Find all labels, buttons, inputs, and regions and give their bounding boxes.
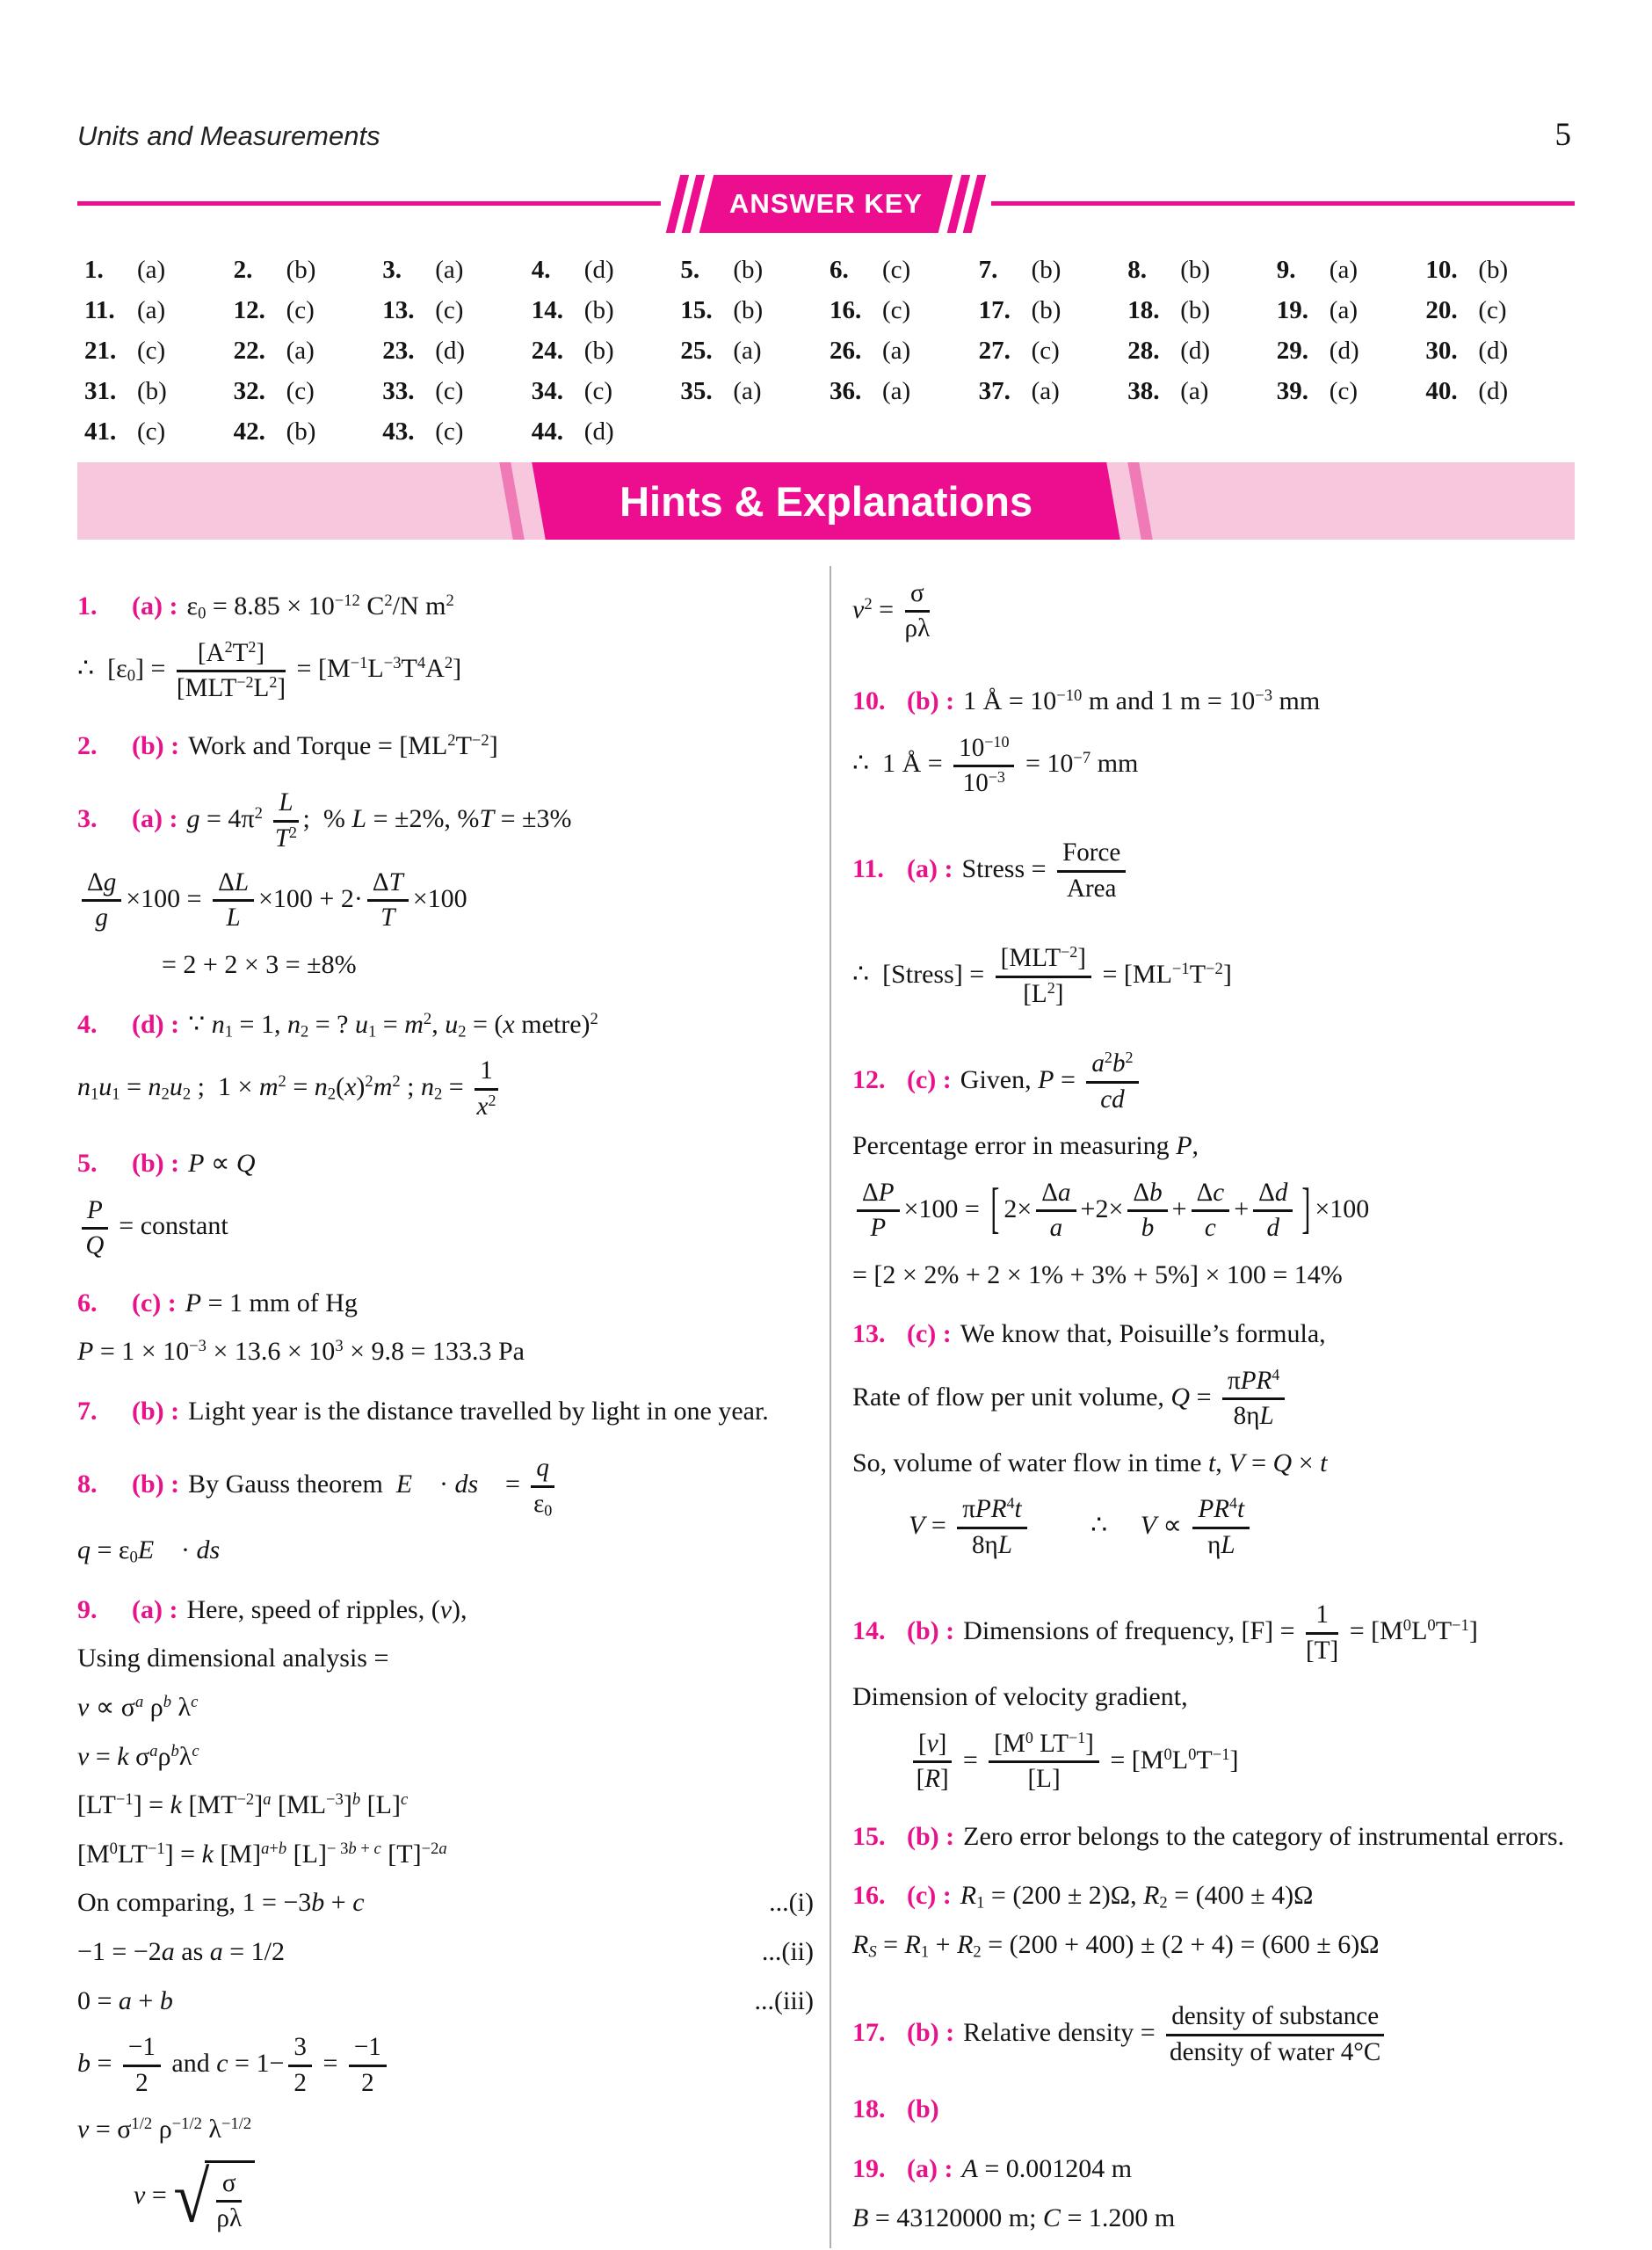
- hint-line: [77, 1934, 814, 1971]
- hint-text: $[LT^{-1}] = k$ $[MT^{-2}]^a$ $[ML^{-3}]^b$ $[L]^c$: [77, 1789, 409, 1820]
- answer-key-entry: [382, 256, 532, 285]
- answer-key-entry: [830, 337, 979, 366]
- hint-text: v = √ $\frac{\sigma}{\rho\lambda}$: [134, 2181, 255, 2210]
- answer-letter: (d): [1478, 377, 1509, 405]
- item-number: 6.: [77, 1288, 98, 1317]
- question-number: 27.: [978, 337, 1011, 365]
- item-number: 1.: [77, 592, 98, 621]
- item-number: 12.: [852, 1065, 886, 1095]
- answer-key-entry: [234, 337, 383, 366]
- answer-letter: (b): [583, 337, 614, 365]
- answer-letter: (c): [1329, 377, 1358, 405]
- page-number: 5: [1554, 117, 1571, 153]
- hint-text: $R_1 = (200 \pm 2)\Omega$, $R_2 = (400 \pm 4)\Omega$: [960, 1881, 1314, 1912]
- item-number: 3.: [77, 803, 98, 833]
- answer-key-entry: [532, 337, 681, 366]
- question-number: 28.: [1127, 337, 1160, 365]
- hint-text: Dimensions of frequency, [F] = $\frac{1}{[T]}$ = $[M^0L^0T^{-1}]$: [963, 1600, 1478, 1665]
- question-number: 36.: [830, 377, 862, 405]
- answer-key-entry: [1425, 337, 1575, 366]
- question-number: 8.: [1127, 256, 1147, 284]
- answer-key-entry: [979, 337, 1128, 366]
- hint-text: ∵ $n_1 = 1$, $n_2$ = ? $u_1 = m^2$, $u_2 = (x$ metre)$^2$: [188, 1009, 598, 1042]
- answer-key-entry: [382, 337, 532, 366]
- answer-letter: (d): [1329, 337, 1359, 365]
- question-number: 34.: [531, 377, 564, 405]
- hint-text: $R_S = R_1 + R_2 = (200 + 400) \pm (2 + 4) = (600 \pm 6)\Omega$: [852, 1929, 1380, 1962]
- item-number: 10.: [852, 686, 886, 715]
- hint-text: $\varepsilon_0 = 8.85 \times 10^{-12}$ $C^2/N$ $m^2$: [186, 591, 454, 623]
- hint-text: = 2 + 2 × 3 = ±8%: [162, 949, 357, 979]
- hint-line: [77, 2031, 814, 2100]
- hint-item: [852, 1316, 1575, 1354]
- question-number: 42.: [233, 417, 265, 446]
- question-number: 12.: [233, 296, 265, 324]
- hint-line: [852, 577, 1575, 646]
- answer-key-entry: [382, 417, 532, 446]
- hint-line: [77, 1640, 814, 1678]
- hint-item: [852, 683, 1575, 721]
- answer-letter: (a): [1329, 256, 1358, 284]
- question-number: 18.: [1127, 296, 1160, 324]
- hint-line: [77, 1983, 814, 2021]
- hint-text: $\frac{P}{Q}$ = constant: [77, 1211, 228, 1240]
- question-number: 20.: [1425, 296, 1458, 324]
- hint-line: [852, 1445, 1575, 1483]
- hint-line: [852, 1257, 1575, 1295]
- hint-text: Dimension of velocity gradient,: [852, 1682, 1188, 1712]
- hint-text: ∴ $[\varepsilon_0]$ = $[A^2T^2]$ $[MLT^{-2}L^2]$ = $[M^{-1}L^{-3}T^4A^2]$: [77, 637, 462, 703]
- answer-key-entry: [1127, 377, 1277, 406]
- question-number: 9.: [1276, 256, 1296, 284]
- answer-key-entry: [84, 296, 234, 325]
- hint-text: $q = \varepsilon_0E⃗$ · ds⃗: [77, 1535, 241, 1567]
- answer-letter: (c): [435, 417, 464, 446]
- question-number: 14.: [531, 296, 564, 324]
- hint-text: We know that, Poisuille’s formula,: [960, 1319, 1326, 1349]
- answer-key-entry: [1277, 296, 1426, 325]
- answer-key-entry: [532, 377, 681, 406]
- hint-line: [77, 1689, 814, 1727]
- answer-key-entry: [680, 256, 830, 285]
- item-number: 11.: [852, 854, 884, 884]
- answer-key-entry: [1277, 337, 1426, 366]
- hint-item: [852, 1877, 1575, 1915]
- item-number: 2.: [77, 730, 98, 760]
- item-answer-option: (b) :: [132, 1396, 180, 1426]
- item-number: 4.: [77, 1009, 98, 1039]
- answer-letter: (b): [1031, 296, 1061, 324]
- answer-letter: (c): [435, 377, 464, 405]
- answer-key-entry: [382, 377, 532, 406]
- hint-item: [77, 728, 814, 766]
- item-answer-option: (a) :: [907, 854, 953, 884]
- hint-line: [77, 637, 814, 706]
- answer-key-entry: [830, 377, 979, 406]
- answer-key-entry: [532, 256, 681, 285]
- question-number: 16.: [830, 296, 862, 324]
- hint-text: 1 Å = $10^{-10}$ m and 1 $m = 10^{-3}$ mm: [963, 686, 1321, 715]
- answer-letter: (a): [882, 337, 911, 365]
- answer-letter: (a): [137, 256, 166, 284]
- hint-item: [852, 837, 1575, 905]
- answer-letter: (b): [733, 256, 764, 284]
- item-number: 7.: [77, 1396, 98, 1426]
- answer-key-entry: [680, 337, 830, 366]
- answer-key-entry: [1277, 256, 1426, 285]
- equation-label: ...(iii): [754, 1985, 814, 2015]
- question-number: 38.: [1127, 377, 1160, 405]
- hint-text: Light year is the distance travelled by light in one year.: [188, 1396, 769, 1426]
- question-number: 15.: [680, 296, 713, 324]
- answer-key-entry: [234, 296, 383, 325]
- question-number: 22.: [233, 337, 265, 365]
- answer-letter: (b): [733, 296, 764, 324]
- question-number: 5.: [680, 256, 700, 284]
- question-number: 35.: [680, 377, 713, 405]
- question-number: 1.: [84, 256, 104, 284]
- hint-text: v = k $\sigma^a\rho^b\lambda^c$: [77, 1741, 199, 1771]
- hint-text: b = $\frac{-1}{2}$ and c = 1− $\frac{3}{2}$ = $\frac{-1}{2}$: [77, 2049, 391, 2078]
- answer-letter: (a): [733, 377, 762, 405]
- answer-letter: (b): [583, 296, 614, 324]
- item-number: 8.: [77, 1470, 98, 1499]
- answer-letter: (c): [286, 296, 315, 324]
- answer-key-banner: [77, 175, 1575, 233]
- hint-text: $v = \sigma^{1/2}$ $\rho^{-1/2}$ $\lambda^{-1/2}$: [77, 2114, 252, 2145]
- hint-text: So, volume of water flow in time t, V = Q × t: [852, 1448, 1328, 1477]
- answer-key-entry: [979, 256, 1128, 285]
- hint-text: ∴ 1 Å = $\frac{10^{-10}}{10^{-3}}$ = $10^{-7}$ mm: [852, 732, 1139, 797]
- answer-letter: (d): [583, 417, 614, 446]
- hint-line: [77, 1055, 814, 1123]
- item-answer-option: (b) :: [907, 1821, 955, 1851]
- answer-key-entry: [84, 256, 234, 285]
- answer-key-entry: [1425, 377, 1575, 406]
- hint-text: Given, P = $\frac{a^2b^2}{cd}$: [960, 1065, 1143, 1094]
- question-number: 19.: [1276, 296, 1309, 324]
- answer-letter: (c): [1478, 296, 1507, 324]
- hint-item: [852, 2000, 1575, 2069]
- answer-letter: (c): [286, 377, 315, 405]
- hint-item: [77, 1452, 814, 1521]
- hint-text: $v \propto \sigma^a$ $\rho^b$ $\lambda^c$: [77, 1692, 199, 1722]
- question-number: 11.: [84, 296, 115, 324]
- hint-text: B = 43120000 m; C = 1.200 m: [852, 2203, 1176, 2232]
- answer-key-entry: [1425, 296, 1575, 325]
- question-number: 43.: [382, 417, 415, 446]
- hint-item: [852, 1599, 1575, 1667]
- answer-letter: (c): [1031, 337, 1060, 365]
- item-answer-option: (c) :: [907, 1881, 952, 1911]
- item-number: 5.: [77, 1149, 98, 1178]
- hint-item: [852, 2091, 1575, 2129]
- banner-stripe-icon: [1127, 462, 1153, 540]
- answer-key-entry: [234, 377, 383, 406]
- question-number: 6.: [830, 256, 849, 284]
- answer-letter: (b): [1031, 256, 1061, 284]
- answer-key-entry: [532, 417, 681, 446]
- hint-line: [77, 1532, 814, 1570]
- answer-key-entry: [830, 256, 979, 285]
- answer-letter: (d): [435, 337, 466, 365]
- answer-key-entry: [1277, 377, 1426, 406]
- hint-item: [852, 2151, 1575, 2188]
- hint-text: Here, speed of ripples, (v),: [186, 1594, 467, 1624]
- hint-text: Zero error belongs to the category of instrumental errors.: [963, 1821, 1565, 1851]
- answer-key-entry: [1127, 256, 1277, 285]
- question-number: 32.: [233, 377, 265, 405]
- item-answer-option: (c) :: [132, 1288, 177, 1317]
- hint-text: By Gauss theorem E⃗ · ds⃗ = $\frac{q}{\varepsilon_0}$: [188, 1470, 559, 1499]
- hint-text: $[M^0LT^{-1}] = k$ $[M]^{a+b}$ $[L]^{- 3b + c}$ $[T]^{-2a}$: [77, 1839, 447, 1869]
- question-number: 37.: [978, 377, 1011, 405]
- answer-letter: (a): [435, 256, 464, 284]
- hint-text: $\frac{\Delta g}{g}$ ×100 = $\frac{\Delta L}{L}$ ×100 + 2· $\frac{\Delta T}{T}$ ×100: [77, 884, 467, 913]
- hint-line: [77, 1884, 814, 1922]
- answer-letter: (a): [1031, 377, 1060, 405]
- hint-text: $\frac{[v]}{[R]}$ = $\frac{[M^0 LT^{-1}]}{[L]}$ = $[M^0L^0T^{-1}]$: [909, 1746, 1239, 1775]
- hint-line: [852, 1365, 1575, 1433]
- item-answer-option: (b) :: [132, 1149, 180, 1178]
- hint-text: A = 0.001204 m: [961, 2153, 1133, 2183]
- equation-label: ...(i): [769, 1888, 814, 1918]
- hint-text: = [2 × 2% + 2 × 1% + 3% + 5%] × 100 = 14%: [852, 1259, 1343, 1289]
- item-answer-option: (b): [907, 2094, 939, 2124]
- question-number: 17.: [978, 296, 1011, 324]
- hint-line: [134, 2157, 814, 2239]
- item-number: 19.: [852, 2153, 886, 2183]
- hint-line: [77, 2111, 814, 2149]
- hint-line: [162, 947, 814, 984]
- hint-text: $\frac{\Delta P}{P}$ ×100 = [ 2× $\frac{\Delta a}{a}$ +2× $\frac{\Delta b}{b}$ + $\frac{\Delta c}{c}$ + $\frac{\Delta d}{d}$ ] ×100: [852, 1194, 1369, 1223]
- hint-line: [852, 2200, 1575, 2238]
- hint-text: −1 = −2a as a = 1/2: [77, 1936, 286, 1966]
- question-number: 3.: [382, 256, 402, 284]
- hint-text: Work and Torque = $[ML^2T^{-2}]$: [188, 730, 498, 760]
- item-number: 14.: [852, 1616, 886, 1646]
- answer-letter: (c): [435, 296, 464, 324]
- answer-key-entry: [1425, 256, 1575, 285]
- hint-text: Rate of flow per unit volume, Q = πPR$^4$ 8ηL: [852, 1383, 1289, 1412]
- item-answer-option: (a) :: [132, 803, 178, 833]
- item-answer-option: (c) :: [907, 1065, 952, 1095]
- hint-text: Relative density = density of substance density of water 4°C: [963, 2018, 1388, 2047]
- hint-line: [77, 1333, 814, 1371]
- answer-key-entry: [680, 296, 830, 325]
- hint-line: [909, 1493, 1575, 1562]
- hint-line: [852, 1128, 1575, 1165]
- answer-letter: (b): [286, 417, 316, 446]
- hint-line: [852, 732, 1575, 801]
- hints-column-right: [830, 566, 1575, 2248]
- answer-letter: (b): [137, 377, 167, 405]
- hint-item: [77, 588, 814, 626]
- question-number: 29.: [1276, 337, 1309, 365]
- hint-line: [77, 1836, 814, 1874]
- answer-letter: (c): [137, 417, 166, 446]
- hint-item: [77, 1006, 814, 1044]
- page-header: [0, 0, 1652, 154]
- question-number: 2.: [233, 256, 253, 284]
- answer-letter: (b): [1180, 256, 1211, 284]
- question-number: 26.: [830, 337, 862, 365]
- question-number: 13.: [382, 296, 415, 324]
- hints-column-left: [77, 566, 830, 2248]
- equation-label: ...(ii): [761, 1936, 814, 1966]
- hint-text: 0 = a + b: [77, 1985, 173, 2015]
- answer-letter: (a): [882, 377, 911, 405]
- answer-key-entry: [84, 337, 234, 366]
- item-answer-option: (a) :: [132, 1594, 178, 1624]
- item-answer-option: (b) :: [907, 686, 955, 715]
- answer-letter: (c): [882, 256, 911, 284]
- hint-line: [852, 942, 1575, 1011]
- item-number: 15.: [852, 1821, 886, 1851]
- question-number: 7.: [978, 256, 998, 284]
- hint-item: [77, 1285, 814, 1323]
- hint-text: ∴ [Stress] = $[MLT^{-2}]$ $[L^2]$ = $[ML^{-1}T^{-2}]$: [852, 943, 1232, 1008]
- item-number: 18.: [852, 2094, 886, 2124]
- item-answer-option: (b) :: [132, 730, 180, 760]
- hint-item: [852, 1048, 1575, 1116]
- hint-text: P ∝ Q: [188, 1149, 256, 1178]
- hint-text: Stress = Force Area: [961, 854, 1130, 883]
- answer-key-entry: [234, 417, 383, 446]
- item-answer-option: (a) :: [907, 2153, 953, 2183]
- question-number: 41.: [84, 417, 117, 446]
- answer-key-entry: [830, 296, 979, 325]
- question-number: 31.: [84, 377, 117, 405]
- answer-letter: (a): [137, 296, 166, 324]
- answer-letter: (d): [1478, 337, 1509, 365]
- answer-key-entry: [84, 417, 234, 446]
- item-answer-option: (b) :: [907, 1616, 955, 1646]
- question-number: 4.: [531, 256, 551, 284]
- chapter-title: Units and Measurements: [77, 120, 380, 151]
- hint-line: [77, 1787, 814, 1825]
- hint-text: $g = 4\pi^2$ $\frac{L}{T^2}$ ; % L = ±2%, %T = ±3%: [186, 788, 572, 853]
- answer-key-entry: [532, 296, 681, 325]
- answer-key-banner-box: [661, 175, 991, 233]
- item-number: 13.: [852, 1319, 886, 1349]
- question-number: 21.: [84, 337, 117, 365]
- answer-letter: (d): [1180, 337, 1211, 365]
- answer-letter: (a): [286, 337, 315, 365]
- hint-text: On comparing, 1 = −3b + c: [77, 1888, 365, 1918]
- hint-text: P = 1 mm of Hg: [185, 1288, 358, 1317]
- item-answer-option: (a) :: [132, 592, 178, 621]
- answer-key-entry: [680, 377, 830, 406]
- hint-line: [909, 1728, 1575, 1796]
- hint-text: Percentage error in measuring P,: [852, 1131, 1199, 1161]
- hint-line: [77, 867, 814, 935]
- item-number: 9.: [77, 1594, 98, 1624]
- hint-line: [852, 1927, 1575, 1964]
- hint-text: V = πPR$^4$t 8ηL ∴ V ∝ $\frac{PR^4t}{\eta L}$: [909, 1511, 1254, 1540]
- hint-text: $v^2$ = $\frac{\sigma}{\rho\lambda}$: [852, 579, 931, 643]
- answer-letter: (a): [1180, 377, 1209, 405]
- hint-item: [77, 1145, 814, 1183]
- hint-line: [852, 1177, 1575, 1245]
- item-number: 16.: [852, 1881, 886, 1911]
- question-number: 39.: [1276, 377, 1309, 405]
- question-number: 40.: [1425, 377, 1458, 405]
- answer-key-entry: [234, 256, 383, 285]
- hints-columns: [0, 566, 1652, 2248]
- answer-key-grid: [84, 256, 1575, 446]
- answer-letter: (c): [137, 337, 166, 365]
- question-number: 30.: [1425, 337, 1458, 365]
- answer-key-banner-label: ANSWER KEY: [699, 175, 953, 233]
- answer-key-entry: [979, 377, 1128, 406]
- answer-letter: (a): [733, 337, 762, 365]
- answer-key-entry: [1127, 337, 1277, 366]
- hint-item: [77, 1592, 814, 1629]
- answer-letter: (b): [1180, 296, 1211, 324]
- hints-banner-box: [532, 462, 1120, 540]
- question-number: 25.: [680, 337, 713, 365]
- answer-letter: (c): [882, 296, 911, 324]
- hint-text: Using dimensional analysis =: [77, 1644, 389, 1673]
- hints-banner: [77, 462, 1575, 540]
- question-number: 10.: [1425, 256, 1458, 284]
- answer-key-entry: [382, 296, 532, 325]
- question-number: 23.: [382, 337, 415, 365]
- hints-banner-label: Hints & Explanations: [619, 477, 1033, 525]
- answer-key-entry: [84, 377, 234, 406]
- question-number: 24.: [531, 337, 564, 365]
- question-number: 33.: [382, 377, 415, 405]
- item-answer-option: (b) :: [907, 2018, 955, 2048]
- hint-text: $P = 1 \times 10^{-3} \times 13.6 \times 10^3 \times 9.8 = 133.3$ Pa: [77, 1336, 525, 1367]
- item-answer-option: (b) :: [132, 1470, 180, 1499]
- answer-key-entry: [1127, 296, 1277, 325]
- hint-text: $n_1u_1 = n_2u_2$ ; $1 \times m^2 = n_2(x)^2m^2$ ; $n_2$ = $\frac{1}{x^2}$: [77, 1072, 503, 1101]
- hint-line: [852, 1679, 1575, 1717]
- answer-letter: (b): [1478, 256, 1509, 284]
- item-answer-option: (d) :: [132, 1009, 180, 1039]
- hint-line: [77, 1194, 814, 1263]
- hint-item: [77, 787, 814, 855]
- item-number: 17.: [852, 2018, 886, 2048]
- answer-letter: (b): [286, 256, 316, 284]
- answer-letter: (c): [583, 377, 612, 405]
- hint-item: [852, 1818, 1575, 1856]
- answer-letter: (d): [583, 256, 614, 284]
- question-number: 44.: [531, 417, 564, 446]
- hint-item: [77, 1393, 814, 1431]
- hint-line: [77, 1738, 814, 1776]
- answer-key-entry: [979, 296, 1128, 325]
- item-answer-option: (c) :: [907, 1319, 952, 1349]
- banner-stripe-icon: [499, 462, 525, 540]
- answer-letter: (a): [1329, 296, 1358, 324]
